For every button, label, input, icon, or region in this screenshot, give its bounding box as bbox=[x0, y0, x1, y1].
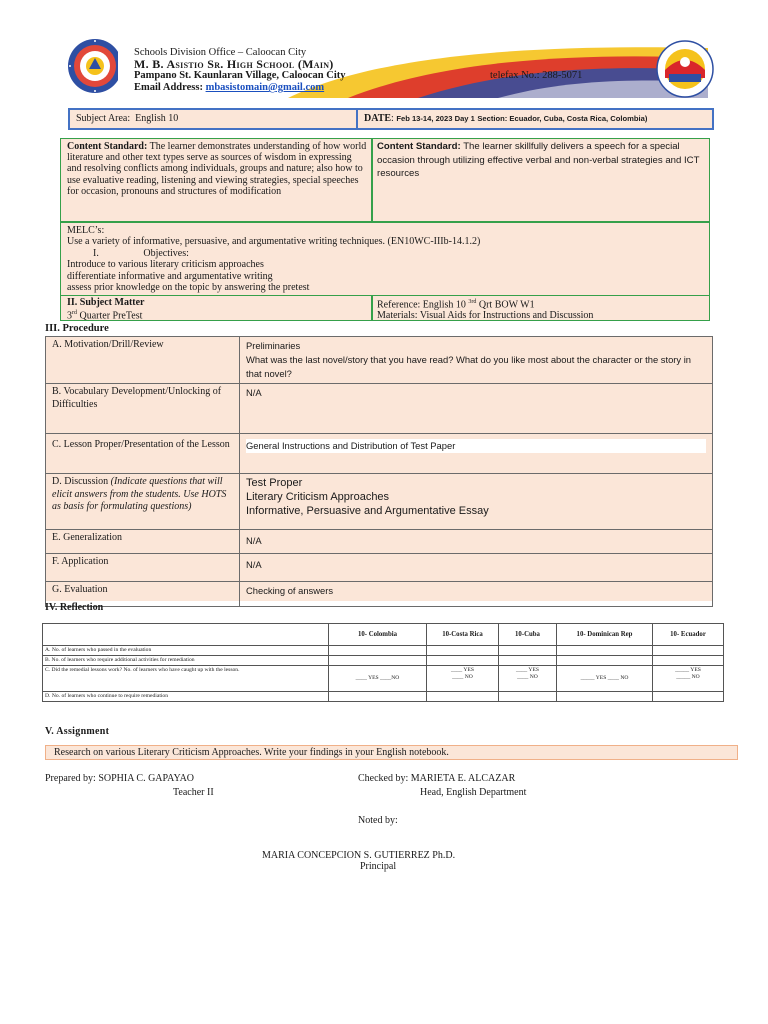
objectives-label: Objectives: bbox=[143, 247, 189, 259]
objective-3: assess prior knowledge on the topic by answering the pretest bbox=[67, 282, 310, 294]
checked-by bbox=[358, 773, 515, 784]
row-c-cell-cuba[interactable]: ____ YES ____ NO bbox=[499, 666, 557, 692]
subject-matter-label: II. Subject Matter bbox=[67, 297, 145, 308]
reference-text: Reference: English 10 bbox=[377, 299, 466, 311]
reference-suffix: 3rd bbox=[468, 299, 477, 305]
row-d-cell[interactable] bbox=[499, 692, 557, 702]
col-costa-rica: 10-Costa Rica bbox=[427, 624, 499, 646]
date-value: Feb 13-14, 2023 Day 1 bbox=[396, 114, 475, 123]
proc-c-label: C. Lesson Proper/Presentation of the Lesson bbox=[46, 434, 240, 474]
row-b-cell[interactable] bbox=[329, 656, 427, 666]
proc-e-label: E. Generalization bbox=[46, 530, 240, 554]
proc-d-label bbox=[46, 474, 240, 530]
quarter-line bbox=[67, 308, 367, 321]
prepared-label: Prepared by: bbox=[45, 773, 96, 784]
row-d-cell[interactable] bbox=[427, 692, 499, 702]
quarter-number: 3 bbox=[67, 310, 72, 322]
row-a-cell[interactable] bbox=[427, 646, 499, 656]
procedure-heading: III. Procedure bbox=[45, 323, 109, 334]
proc-d-line-3: Informative, Persuasive and Argumentative Essay bbox=[246, 505, 489, 517]
proc-c-text: General Instructions and Distribution of Test Paper bbox=[246, 439, 706, 453]
assignment-text: Research on various Literary Criticism Approaches. Write your findings in your English notebook. bbox=[54, 747, 449, 758]
col-ecuador: 10- Ecuador bbox=[653, 624, 724, 646]
row-a-cell[interactable] bbox=[557, 646, 653, 656]
row-d-cell[interactable] bbox=[329, 692, 427, 702]
col-cuba: 10-Cuba bbox=[499, 624, 557, 646]
melc-label: MELC’s: bbox=[67, 225, 105, 236]
proc-e-content: N/A bbox=[240, 530, 713, 554]
proc-d-title: D. Discussion bbox=[52, 476, 109, 487]
checked-title: Head, English Department bbox=[420, 787, 527, 798]
reference-week: Qrt BOW W1 bbox=[478, 299, 535, 311]
content-standard bbox=[67, 141, 367, 197]
proc-d-content bbox=[240, 474, 713, 530]
email-row bbox=[134, 82, 324, 94]
proc-f-label: F. Application bbox=[46, 554, 240, 582]
subject-area-label: Subject Area: bbox=[76, 113, 131, 124]
materials-line: Materials: Visual Aids for Instructions and Discussion bbox=[377, 310, 594, 322]
assignment-heading: V. Assignment bbox=[45, 726, 110, 737]
noted-title: Principal bbox=[360, 861, 397, 872]
standards-box bbox=[60, 138, 710, 222]
reflection-corner bbox=[43, 624, 329, 646]
proc-b-label: B. Vocabulary Development/Unlocking of Difficulties bbox=[46, 384, 240, 434]
content-standard-text: The learner demonstrates understanding of how world literature and other text types serve as sources of wisdom in expressing and resolving conflicts among individuals, groups and nature; also how to use evaluative reading, listening and viewing strategies, special speeches for occasion, pronouns and structures of modification bbox=[67, 141, 367, 197]
row-b-cell[interactable] bbox=[427, 656, 499, 666]
date-box: DATE: Feb 13-14, 2023 Day 1 Section: Ecuador, Cuba, Costa Rica, Colombia) bbox=[356, 108, 714, 130]
performance-standard-text: The learner skillfully delivers a speech for a special occasion through utilizing effective verbal and non-verbal strategies and ICT resources bbox=[377, 141, 700, 179]
objectives-heading bbox=[67, 248, 703, 259]
proc-d-line-1: Test Proper bbox=[246, 477, 303, 489]
proc-f-content: N/A bbox=[240, 554, 713, 582]
proc-c-content bbox=[240, 434, 713, 474]
col-dominican-rep: 10- Dominican Rep bbox=[557, 624, 653, 646]
col-colombia: 10- Colombia bbox=[329, 624, 427, 646]
date-label: DATE bbox=[364, 113, 392, 124]
procedure-table bbox=[45, 336, 713, 601]
row-a-cell[interactable] bbox=[329, 646, 427, 656]
proc-b-content: N/A bbox=[240, 384, 713, 434]
quarter-text: Quarter PreTest bbox=[79, 310, 143, 322]
proc-d-note: (Indicate questions that will elicit answers from the students. Use HOTS as basis for formulating questions) bbox=[52, 476, 227, 512]
reflection-heading: IV. Reflection bbox=[45, 602, 104, 613]
objective-1: Introduce to various literary criticism approaches bbox=[67, 259, 264, 271]
row-a-cell[interactable] bbox=[653, 646, 724, 656]
objectives-number: I. bbox=[93, 247, 99, 259]
row-c-cell-ecuador[interactable]: _____ YES _____ NO bbox=[653, 666, 724, 692]
reference-line bbox=[377, 297, 707, 310]
proc-g-label: G. Evaluation bbox=[46, 582, 240, 607]
subject-area-box bbox=[68, 108, 358, 130]
school-name: M. B. Asistio Sr. High School (Main) bbox=[134, 57, 334, 71]
row-c-label: C. Did the remedial lessons work? No. of learners who have caught up with the lesson. bbox=[43, 666, 329, 692]
row-a-cell[interactable] bbox=[499, 646, 557, 656]
content-standard-label: Content Standard: bbox=[67, 141, 148, 152]
proc-a-content bbox=[240, 337, 713, 384]
row-b-cell[interactable] bbox=[653, 656, 724, 666]
reflection-table bbox=[42, 623, 724, 702]
row-b-label: B. No. of learners who require additional activities for remediation bbox=[43, 656, 329, 666]
prepared-title: Teacher II bbox=[173, 787, 214, 798]
row-c-cell-costa-rica[interactable]: ____ YES ____ NO bbox=[427, 666, 499, 692]
melc-competency: Use a variety of informative, persuasive, and argumentative writing techniques. (EN10WC-IIIb-14.1.2) bbox=[67, 236, 481, 248]
noted-name: MARIA CONCEPCION S. GUTIERREZ Ph.D. bbox=[262, 850, 456, 861]
email-link[interactable]: mbasistomain@gmail.com bbox=[205, 82, 325, 93]
assignment-box bbox=[45, 745, 738, 760]
telefax: telefax No.: 288-5071 bbox=[490, 70, 583, 81]
subject-area-value: English 10 bbox=[135, 113, 179, 124]
melc-box bbox=[60, 222, 710, 296]
division-seal-logo bbox=[656, 40, 714, 98]
row-b-cell[interactable] bbox=[557, 656, 653, 666]
row-c-cell-colombia[interactable]: ____ YES ____NO bbox=[329, 666, 427, 692]
subject-matter-box bbox=[60, 295, 710, 321]
row-b-cell[interactable] bbox=[499, 656, 557, 666]
header bbox=[0, 0, 768, 100]
objective-2: differentiate informative and argumentative writing bbox=[67, 270, 273, 282]
noted-label: Noted by: bbox=[358, 815, 398, 826]
row-d-cell[interactable] bbox=[557, 692, 653, 702]
school-address: Pampano St. Kaunlaran Village, Caloocan City bbox=[134, 70, 346, 81]
prepared-by bbox=[45, 773, 194, 784]
quarter-suffix: rd bbox=[72, 310, 77, 316]
prepared-name: SOPHIA C. GAPAYAO bbox=[98, 773, 195, 784]
performance-standard-label: Content Standard: bbox=[377, 141, 461, 152]
checked-name: MARIETA E. ALCAZAR bbox=[410, 773, 516, 784]
office-name: Schools Division Office – Caloocan City bbox=[134, 47, 307, 58]
proc-g-content: Checking of answers bbox=[240, 582, 713, 607]
email-label: Email Address: bbox=[134, 82, 203, 93]
performance-standard bbox=[377, 140, 703, 181]
proc-a-label: A. Motivation/Drill/Review bbox=[46, 337, 240, 384]
section-list: Section: Ecuador, Cuba, Costa Rica, Colombia) bbox=[477, 114, 648, 123]
proc-a-title: Preliminaries bbox=[246, 340, 301, 351]
row-d-cell[interactable] bbox=[653, 692, 724, 702]
checked-label: Checked by: bbox=[358, 773, 409, 784]
row-d-label: D. No. of learners who continue to require remediation bbox=[43, 692, 329, 702]
proc-d-line-2: Literary Criticism Approaches bbox=[246, 491, 390, 503]
proc-a-text: What was the last novel/story that you have read? What do you like most about the character or the story in that novel? bbox=[246, 354, 692, 379]
row-a-label: A. No. of learners who passed in the evaluation bbox=[43, 646, 329, 656]
row-c-cell-dominican[interactable]: _____ YES ____ NO bbox=[557, 666, 653, 692]
